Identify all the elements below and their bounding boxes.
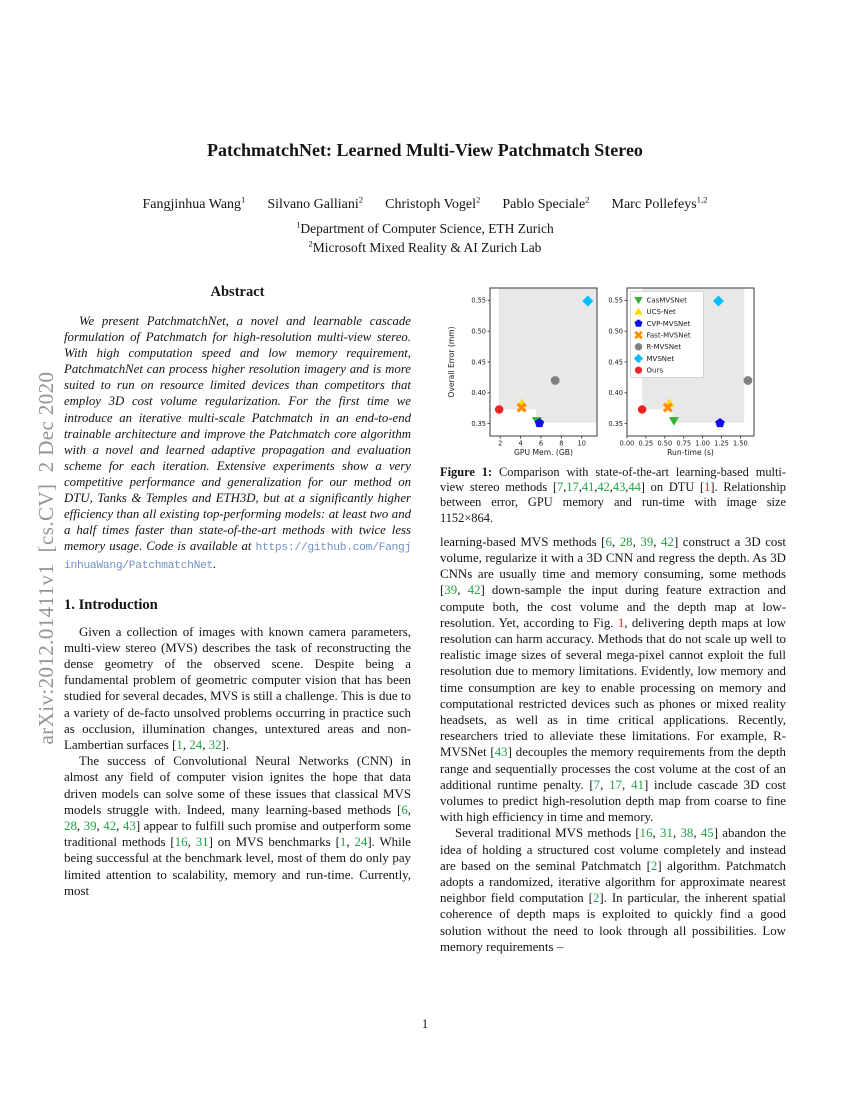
y-tick-label: 0.35 <box>608 419 623 428</box>
arxiv-banner: arXiv:2012.01411v1 [cs.CV] 2 Dec 2020 <box>34 371 58 745</box>
page-number: 1 <box>421 1017 429 1031</box>
legend-label: Fast-MVSNet <box>646 331 691 340</box>
text-segment: , <box>652 826 661 841</box>
text-segment: 1 <box>241 194 246 205</box>
text-segment: , <box>622 777 632 792</box>
x-tick-label: 4 <box>518 439 523 448</box>
x-axis-title: Run-time (s) <box>667 448 714 457</box>
text-segment: . <box>213 557 217 572</box>
citation-link[interactable]: 17 <box>609 777 623 792</box>
text-segment: 2 <box>308 239 313 249</box>
text-segment: , <box>594 480 598 495</box>
citation-link[interactable]: 17 <box>566 480 579 495</box>
text-segment: Comparison with state-of-the-art learning-based multi-view stereo methods [ <box>440 465 786 495</box>
text-segment: , <box>202 737 209 752</box>
citation-link[interactable]: 1 <box>176 737 183 752</box>
citation-link[interactable]: 2 <box>592 891 600 906</box>
citation-link[interactable]: 7 <box>557 480 564 495</box>
text-segment: learning-based MVS methods [ <box>440 534 606 549</box>
y-tick-label: 0.55 <box>608 296 623 305</box>
citation-link[interactable]: 44 <box>628 480 641 495</box>
text-segment: ]. In particular, the inherent spatial coherence of depth maps is exploited to quickly find a good solution without the need to look through all possibilities. Low memory requirements – <box>440 891 786 954</box>
text-segment: , <box>182 737 190 752</box>
citation-link[interactable]: 2 <box>650 858 658 873</box>
legend-label: CasMVSNet <box>646 296 687 305</box>
text-segment: , delivering depth maps at low resolution can harm accuracy. Methods that do not scale up well to realistic image sizes of several mega-pixel cannot exploit the full resolution due to memory limitations. Evidently, low memory and time consumption are key to enable processing on memory and computational restricted devices such as phones or mixed reality headsets, as well as in time critical applications. Recently, researchers tried to alleviate these limitations. For example, R-MVSNet [ <box>440 615 786 760</box>
citation-link[interactable]: 7 <box>593 777 601 792</box>
citation-link[interactable]: 6 <box>605 534 612 549</box>
y-tick-label: 0.50 <box>471 327 486 336</box>
x-tick-label: 10 <box>577 439 586 448</box>
citation-link[interactable]: 24 <box>354 835 368 850</box>
figure-ref-link[interactable]: 1 <box>704 480 711 495</box>
citation-link[interactable]: 31 <box>660 826 673 841</box>
text-segment: ]. Relationship between error, GPU memory and run-time with image size 1152×864. <box>440 480 786 525</box>
text-segment: , <box>632 534 641 549</box>
marker-R-MVSNet <box>744 376 753 385</box>
text-segment: 2 <box>585 194 590 205</box>
text-segment: Microsoft Mixed Reality & AI Zurich Lab <box>312 240 542 255</box>
text-segment: 2 <box>358 194 364 205</box>
affiliation-eth <box>0 221 850 237</box>
text-segment: Department of Computer Science, ETH Zurich <box>300 221 554 236</box>
authors-line <box>0 194 850 213</box>
text-segment: , <box>457 583 468 598</box>
citation-link[interactable]: 39 <box>444 583 458 598</box>
citation-link[interactable]: 42 <box>597 480 610 495</box>
citation-link[interactable]: 6 <box>401 802 408 817</box>
text-segment: ] on DTU [ <box>640 480 705 495</box>
text-segment: , <box>693 826 701 841</box>
citation-link[interactable]: 39 <box>640 534 654 549</box>
text-segment: 1 <box>296 220 301 230</box>
text-segment: ] algorithm. Patchmatch adopts a randomized, iterative algorithm for approximate nearest neighbor field computation [ <box>440 858 786 906</box>
text-segment: ]. While being successful at the benchmark level, most of them do only pay limited attention to scalability, memory and run-time. Currently, most <box>64 835 411 898</box>
x-tick-label: 1.00 <box>695 439 710 448</box>
citation-link[interactable]: 28 <box>619 534 633 549</box>
citation-link[interactable]: 41 <box>631 777 644 792</box>
abstract-heading: Abstract <box>210 284 265 300</box>
x-tick-label: 0.75 <box>676 439 692 448</box>
text-segment: , <box>96 818 104 833</box>
text-segment: The success of Convolutional Neural Networks (CNN) in almost any field of computer vision ignites the hope that data driven models can solve some of these issues that classical MVS models struggle with. Indeed, many learning-based methods [ <box>64 754 411 817</box>
paper-title: PatchmatchNet: Learned Multi-View Patchmatch Stereo <box>207 140 643 160</box>
x-tick-label: 6 <box>538 439 544 448</box>
text-segment: , <box>600 777 610 792</box>
citation-link[interactable]: 24 <box>189 737 203 752</box>
intro-paragraph-2 <box>64 753 411 899</box>
text-segment: Figure 1: <box>440 465 499 479</box>
y-tick-label: 0.40 <box>608 389 623 398</box>
affiliation-microsoft <box>0 240 850 256</box>
figure-1-charts <box>440 281 786 459</box>
x-tick-label: 0.25 <box>638 439 654 448</box>
x-tick-label: 1.25 <box>714 439 729 448</box>
citation-link[interactable]: 42 <box>467 583 481 598</box>
citation-link[interactable]: 43 <box>122 818 136 833</box>
text-segment: ] down-sample the input during feature extraction and compute both, the cost volume and the depth map at low-resolution. Yet, according to Fig. <box>440 583 786 630</box>
citation-link[interactable]: 42 <box>661 534 674 549</box>
text-segment: Fangjinhua Wang <box>142 197 242 212</box>
legend-label: Ours <box>646 366 663 375</box>
marker-R-MVSNet <box>551 376 560 385</box>
marker-R-MVSNet-legend <box>635 343 642 350</box>
text-segment: Marc Pollefeys <box>611 197 697 212</box>
x-tick-label: 2 <box>498 439 503 448</box>
citation-link[interactable]: 42 <box>103 818 117 833</box>
legend-label: MVSNet <box>646 354 675 363</box>
x-axis-title: GPU Mem. (GB) <box>514 448 573 457</box>
body-paragraph-2 <box>440 825 786 955</box>
y-tick-label: 0.35 <box>471 419 486 428</box>
text-segment: 2 <box>476 194 481 205</box>
citation-link[interactable]: 43 <box>612 480 626 495</box>
text-segment: , <box>578 480 582 495</box>
x-tick-label: 0.00 <box>619 439 635 448</box>
abstract-text <box>64 313 411 575</box>
section-heading-introduction: 1. Introduction <box>64 596 158 613</box>
marker-Ours-legend <box>635 367 642 374</box>
text-segment: ]. <box>221 737 230 752</box>
text-segment: ] abandon the idea of holding a structured cost volume completely and instead are based on the seminal Patchmatch [ <box>440 826 786 873</box>
text-segment: , <box>653 534 662 549</box>
citation-link[interactable]: 28 <box>64 818 77 833</box>
text-segment: , <box>407 802 411 817</box>
code-link[interactable]: https://github.com/FangjinhuaWang/PatchmatchNet <box>64 542 411 573</box>
text-segment: We present PatchmatchNet, a novel and learnable cascade formulation of Patchmatch for high-resolution multi-view stereo. With high computation speed and low memory requirement, PatchmatchNet can process higher resolution imagery and is more suited to run on resource limited devices than competitors that employ 3D cost volume regularization. For the first time we introduce an iterative multi-scale Patchmatch in an end-to-end trainable architecture and improve the Patchmatch core algorithm with a novel and learned adaptive propagation and evaluation scheme for each iteration. Extensive experiments show a very competitive performance and generalization for our method on DTU, Tanks & Temples and ETH3D, but at a significantly higher efficiency than all existing top-performing models: at least two and a half times faster than state-of-the-art methods with twice less memory usage. Code is available at <box>64 314 411 554</box>
text-segment: Pablo Speciale <box>502 197 586 212</box>
citation-link[interactable]: 32 <box>208 737 222 752</box>
text-segment: Several traditional MVS methods [ <box>455 826 640 841</box>
y-axis-title: Overall Error (mm) <box>447 326 456 398</box>
text-segment: ] include cascade 3D cost volumes to predict high-resolution depth map from coarse to fine with high efficiency in time and memory. <box>440 777 786 825</box>
figure-ref-link[interactable]: 1 <box>617 615 625 630</box>
text-segment: 1,2 <box>696 194 708 205</box>
x-tick-label: 8 <box>559 439 564 448</box>
text-segment: , <box>187 835 196 850</box>
y-tick-label: 0.45 <box>608 358 623 367</box>
citation-link[interactable]: 39 <box>83 818 97 833</box>
citation-link[interactable]: 38 <box>680 826 694 841</box>
citation-link[interactable]: 31 <box>195 835 209 850</box>
marker-Ours <box>495 405 504 414</box>
left-column <box>64 284 411 899</box>
intro-paragraph-1 <box>64 624 411 754</box>
text-segment: , <box>672 826 681 841</box>
y-tick-label: 0.50 <box>608 327 623 336</box>
citation-link[interactable]: 16 <box>639 826 653 841</box>
legend-label: R-MVSNet <box>646 343 682 352</box>
body-paragraph-1 <box>440 534 786 826</box>
text-segment: , <box>116 818 123 833</box>
legend-label: CVP-MVSNet <box>646 319 691 328</box>
y-tick-label: 0.55 <box>471 296 486 305</box>
text-segment: , <box>563 480 567 495</box>
text-segment: Christoph Vogel <box>385 197 476 212</box>
citation-link[interactable]: 41 <box>581 480 595 495</box>
figure-1-caption <box>440 465 786 526</box>
pareto-shaded-region <box>499 288 597 423</box>
text-segment: ] construct a 3D cost volume, regularize it with a 3D CNN and regress the depth. As 3D CNNs are usually time and memory consuming, some methods [ <box>440 534 786 598</box>
y-tick-label: 0.40 <box>471 389 486 398</box>
x-tick-label: 1.50 <box>733 439 748 448</box>
marker-Ours <box>638 405 647 414</box>
citation-link[interactable]: 45 <box>700 826 714 841</box>
citation-link[interactable]: 16 <box>174 835 188 850</box>
text-segment: Silvano Galliani <box>267 197 359 212</box>
legend-label: UCS-Net <box>646 308 676 317</box>
citation-link[interactable]: 43 <box>494 745 508 760</box>
text-segment: , <box>76 818 84 833</box>
text-segment: ] appear to fulfill such promise and outperform some traditional methods [ <box>64 818 411 850</box>
text-segment: , <box>346 835 355 850</box>
text-segment: , <box>625 480 629 495</box>
citation-link[interactable]: 1 <box>339 835 347 850</box>
y-tick-label: 0.45 <box>471 358 486 367</box>
text-segment: , <box>611 534 620 549</box>
text-segment: ] on MVS benchmarks [ <box>208 835 340 850</box>
right-column <box>440 281 786 955</box>
text-segment: ] decouples the memory requirements from the depth range and sequentially processes the cost volume at the cost of an additional runtime penalty. [ <box>440 745 786 792</box>
text-segment: Given a collection of images with known camera parameters, multi-view stereo (MVS) describes the task of reconstructing the dense geometry of the observed scene. Despite being a fundamental problem of geometric computer vision that has been studied for several decades, MVS is still a challenge. This is due to a variety of de-facto unsolved problems occurring in practice such as occlusion, illumination changes, untextured areas and non-Lambertian surfaces [ <box>64 624 411 752</box>
x-tick-label: 0.50 <box>657 439 673 448</box>
text-segment: , <box>609 480 613 495</box>
